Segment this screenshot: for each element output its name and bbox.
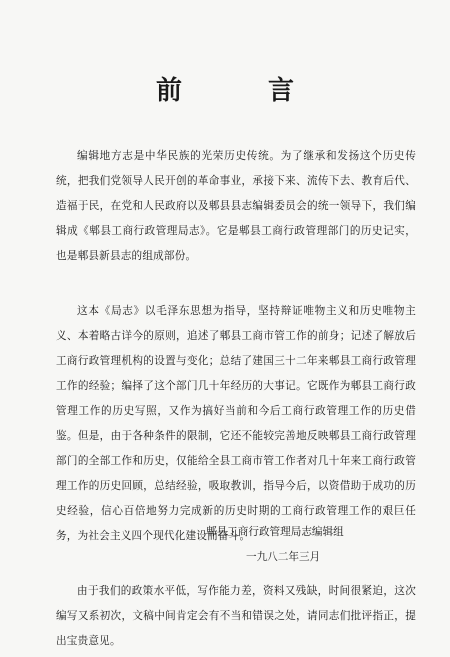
preface-paragraph-1: 编辑地方志是中华民族的光荣历史传统。为了继承和发扬这个历史传统，把我们党领导人民开创的革命事业，承接下来、流传下去、教育后代、造福于民，在党和人民政府以及郫县县志编辑委员会的统一领导下，我们编辑成《郫县工商行政管理局志》。它是郫县工商行政管理部门的历史记实，也是郫县新县志的组成部份。 xyxy=(56,150,416,262)
preface-paragraph-3: 由于我们的政策水平低，写作能力差，资料又残缺，时间很紧迫，这次编写又系初次，文稿中间肯定会有不当和错误之处，请同志们批评指正，提出宝贵意见。 xyxy=(56,585,416,647)
preface-paragraph-2: 这本《局志》以毛泽东思想为指导，坚持辩证唯物主义和历史唯物主义、本着略古详今的原则，追述了郫县工商市管工作的前身；记述了解放后工商行政管理机构的设置与变化；总结了建国三十二年来郫县工商行政管理工作的经验；编择了这个部门几十年经历的大事记。它既作为郫县工商行政管理工作的历史写照，又作为搞好当前和今后工商行政管理工作的历史借鉴。但是，由于各种条件的限制，它还不能较完善地反映郫县工商行政管理部门的全部工作和历史，仅能给全县工商市管工作者对几十年来工商行政管理工作的历史回顾，总结经验，吸取教训，指导今后，以资借助于成功的历史经验，信心百倍地努力完成新的历史时期的工商行政管理工作的艰巨任务，为社会主义四个现代化建设而奋斗。 xyxy=(56,305,416,542)
signature-block xyxy=(206,520,406,570)
preface-body xyxy=(56,144,416,654)
signature-date: 一九八二年三月 xyxy=(246,551,321,563)
signature-organization: 郫县工商行政管理局志编辑组 xyxy=(206,526,344,538)
page-title: 前 言 xyxy=(155,76,324,106)
